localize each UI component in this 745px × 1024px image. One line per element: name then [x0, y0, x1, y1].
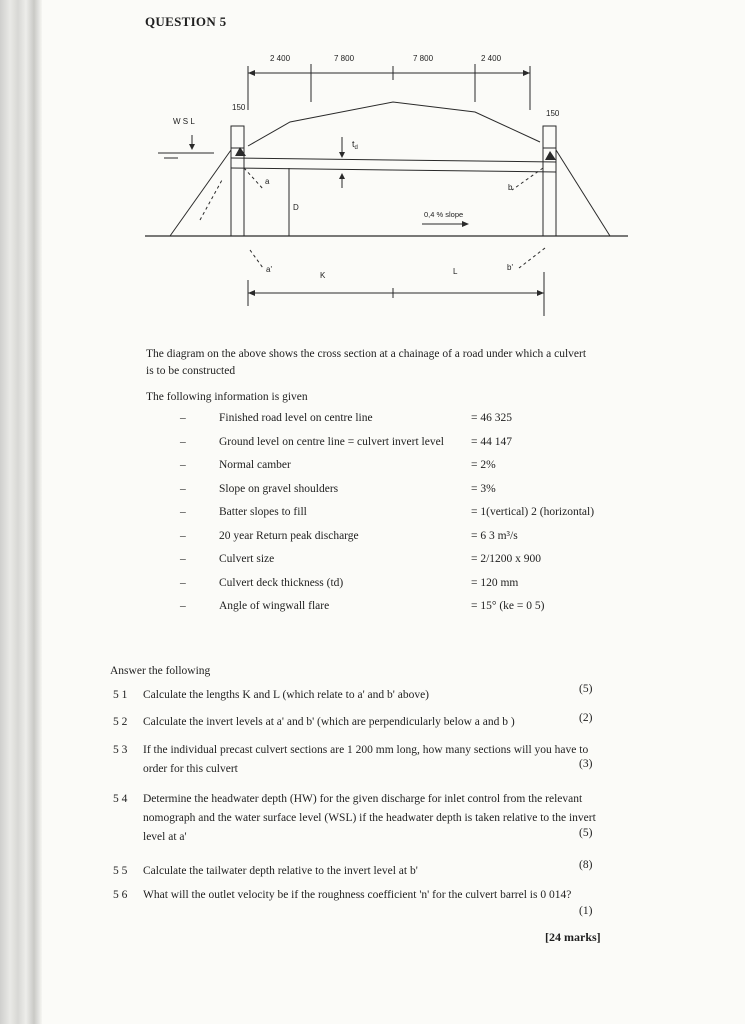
question-item [113, 790, 603, 850]
wsl-arrowhead [189, 144, 195, 150]
info-value: = 15° (ke = 0 5) [471, 600, 545, 612]
question-text: If the individual precast culvert sections are 1 200 mm long, how many sections will you have to order for this culvert [143, 744, 589, 775]
info-value: = 44 147 [471, 435, 512, 448]
info-value: = 46 325 [471, 412, 512, 424]
info-label: Finished road level on centre line [219, 412, 373, 424]
info-value: = 2% [471, 459, 496, 471]
intro-line-1: The diagram on the above shows the cross section at a chainage of a road under which a culvert [146, 348, 587, 360]
culvert-deck-bottom [231, 168, 556, 172]
dim-label-150-left: 150 [232, 103, 246, 112]
question-number: 5 5 [113, 865, 128, 877]
question-number: 5 4 [113, 793, 128, 805]
question-item [113, 683, 603, 706]
info-value: = 6 3 m³/s [471, 529, 518, 542]
info-dash: – [180, 459, 186, 471]
question-text: Calculate the lengths K and L (which relate to a' and b' above) [143, 689, 430, 701]
road-profile [248, 102, 540, 146]
question-marks: (3) [579, 758, 593, 770]
info-value: = 120 mm [471, 576, 519, 589]
label-d: D [293, 203, 299, 212]
dim-label-2400-left: 2 400 [270, 54, 291, 63]
label-k: K [320, 271, 326, 280]
right-headwall-top [543, 126, 556, 148]
td-arrowhead [339, 152, 345, 158]
td-label: $t_d$ [352, 139, 358, 151]
question-item [113, 741, 603, 781]
question-number: 5 6 [113, 889, 128, 901]
info-label: Batter slopes to fill [219, 506, 307, 518]
question-number: 5 2 [113, 716, 128, 728]
info-label: Slope on gravel shoulders [219, 482, 339, 495]
dim-label-2400-right: 2 400 [481, 54, 502, 63]
question-text: Calculate the invert levels at a' and b' (which are perpendicularly below a and b ) [143, 716, 515, 728]
question-marks: (5) [579, 683, 593, 695]
info-dash: – [180, 506, 186, 518]
question-text: What will the outlet velocity be if the roughness coefficient 'n' for the culvert barrel is 0 014? [143, 889, 572, 901]
answer-heading: Answer the following [110, 665, 211, 677]
label-b: b [508, 183, 513, 192]
info-value: = 1(vertical) 2 (horizontal) [471, 506, 595, 518]
total-marks: [24 marks] [545, 930, 601, 944]
dim-arrowhead [523, 70, 530, 76]
info-label: Angle of wingwall flare [219, 600, 330, 612]
wingwall-dashed [519, 248, 545, 268]
dim-label-7800-left: 7 800 [334, 54, 355, 63]
dim-label-150-right: 150 [546, 109, 560, 118]
info-value: = 3% [471, 482, 496, 495]
info-dash: – [180, 553, 186, 565]
info-label: 20 year Return peak discharge [219, 529, 359, 542]
question-text: Calculate the tailwater depth relative to the invert level at b' [143, 865, 418, 877]
dim-arrowhead [248, 70, 255, 76]
dim-arrowhead [537, 290, 544, 296]
info-label: Culvert size [219, 553, 275, 565]
question-item [113, 713, 603, 733]
td-arrowhead [339, 173, 345, 179]
bracket-mark [545, 151, 556, 160]
info-list [146, 412, 646, 632]
question-item [113, 859, 603, 882]
info-label: Normal camber [219, 459, 291, 471]
slope-arrowhead [462, 221, 469, 227]
info-dash: – [180, 600, 186, 612]
left-batter [170, 150, 231, 236]
question-marks: (2) [579, 712, 593, 724]
label-b-prime: b' [507, 263, 513, 272]
question-marks: (1) [579, 905, 593, 917]
info-dash: – [180, 482, 186, 495]
info-value: = 2/1200 x 900 [471, 553, 542, 565]
label-l: L [453, 267, 458, 276]
info-dash: – [180, 576, 186, 589]
dim-label-7800-right: 7 800 [413, 54, 434, 63]
question-marks: (5) [579, 827, 593, 839]
cross-section-diagram [0, 0, 745, 330]
culvert-deck-top [231, 158, 556, 162]
question-marks: (8) [579, 859, 593, 871]
wsl-label: W S L [173, 117, 195, 126]
right-batter [556, 150, 610, 236]
question-number: 5 1 [113, 689, 128, 701]
slope-label: 0,4 % slope [424, 210, 464, 219]
wingwall-dashed [250, 250, 263, 268]
label-a: a [265, 177, 270, 186]
info-dash: – [180, 529, 186, 542]
dim-arrowhead [248, 290, 255, 296]
wingwall-dashed [200, 180, 222, 220]
info-label: Culvert deck thickness (td) [219, 576, 344, 589]
question-title: QUESTION 5 [145, 14, 227, 29]
question-item [113, 886, 603, 926]
info-dash: – [180, 435, 186, 448]
label-a-prime: a' [266, 265, 272, 274]
wingwall-dashed [244, 168, 264, 190]
intro-text [146, 346, 636, 380]
question-number: 5 3 [113, 744, 128, 756]
left-headwall-top [231, 126, 244, 148]
info-label: Ground level on centre line = culvert invert level [219, 435, 444, 448]
info-dash: – [180, 412, 186, 424]
intro-line-2: is to be constructed [146, 365, 236, 377]
given-heading: The following information is given [146, 391, 308, 403]
question-text: Determine the headwater depth (HW) for the given discharge for inlet control from the relevant nomograph and the water surface level (WSL) if the headwater depth is taken relative to the invert level at a' [143, 793, 596, 843]
